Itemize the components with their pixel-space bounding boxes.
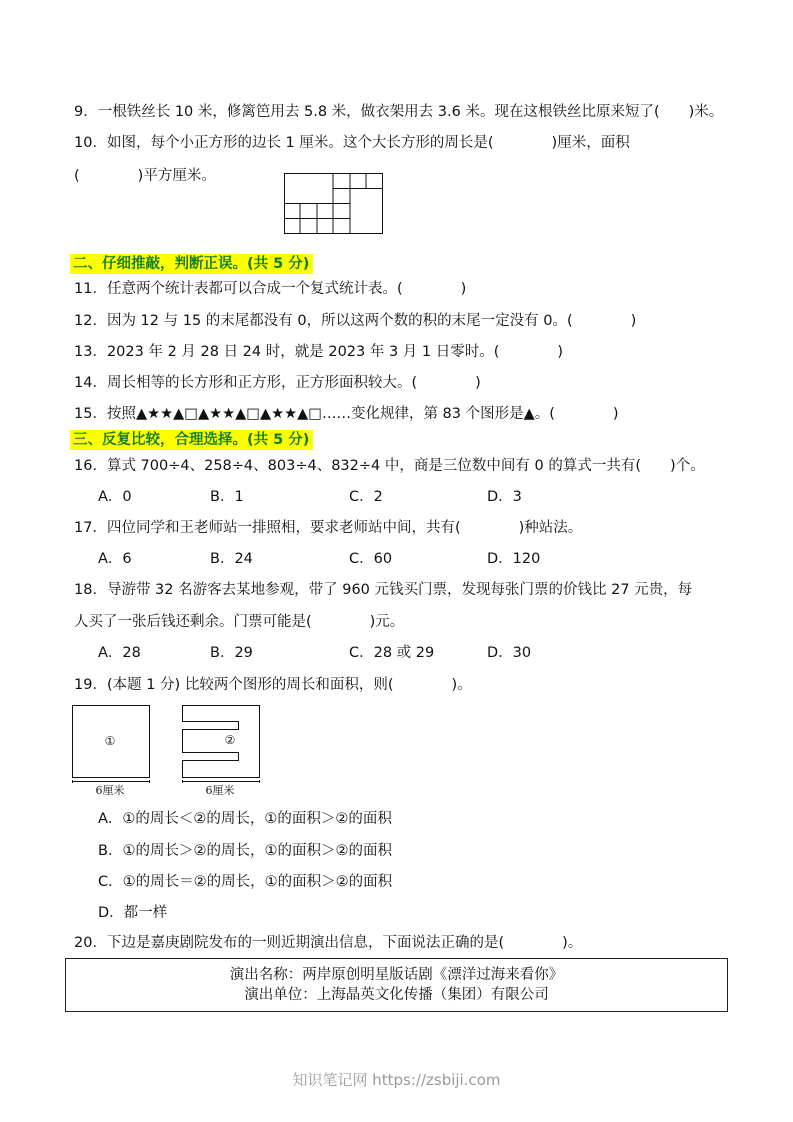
q16-option-d: D．3 (487, 489, 522, 505)
question-20: 20．下边是嘉庚剧院发布的一则近期演出信息，下面说法正确的是( )。 (74, 935, 583, 951)
question-11: 11．任意两个统计表都可以合成一个复式统计表。( ) (74, 281, 467, 297)
q18-option-d: D．30 (487, 645, 532, 661)
q19-option-b: B．①的周长＞②的周长，①的面积＞②的面积 (98, 843, 392, 859)
q19-option-a: A．①的周长＜②的周长，①的面积＞②的面积 (98, 811, 392, 827)
performance-organizer: 演出单位：上海晶英文化传播（集团）有限公司 (244, 987, 549, 1003)
question-9: 9．一根铁丝长 10 米，修篱笆用去 5.8 米，做衣架用去 3.6 米。现在这根铁丝比原来短了( )米。 (74, 104, 724, 120)
q19-figure-2-label: ② (224, 733, 236, 747)
q17-option-a: A．6 (98, 551, 132, 567)
q19-figure-2-caption: 6厘米 (205, 784, 235, 797)
question-18-line1: 18．导游带 32 名游客去某地参观，带了 960 元钱买门票，发现每张门票的价钱比 27 元贵，每 (74, 582, 693, 598)
q16-option-a: A．0 (98, 489, 132, 505)
question-19: 19．(本题 1 分) 比较两个图形的周长和面积，则( )。 (74, 677, 472, 693)
section-2-heading: 二、仔细推敲，判断正误。(共 5 分) (70, 254, 313, 274)
q18-option-a: A．28 (98, 645, 141, 661)
q19-figure-1-label: ① (104, 734, 116, 748)
question-15: 15．按照▲★★▲□▲★★▲□▲★★▲□……变化规律，第 83 个图形是▲。( ) (74, 406, 619, 422)
question-13: 13．2023 年 2 月 28 日 24 时，就是 2023 年 3 月 1 日零时。( ) (74, 344, 564, 360)
q18-option-b: B．29 (210, 645, 253, 661)
q19-option-d: D．都一样 (98, 905, 168, 921)
question-14: 14．周长相等的长方形和正方形，正方形面积较大。( ) (74, 375, 481, 391)
q19-option-c: C．①的周长＝②的周长，①的面积＞②的面积 (98, 874, 393, 890)
q16-option-c: C．2 (349, 489, 383, 505)
section-3-heading: 三、反复比较，合理选择。(共 5 分) (70, 430, 313, 450)
q17-option-c: C．60 (349, 551, 393, 567)
question-16: 16．算式 700÷4、258÷4、803÷4、832÷4 中，商是三位数中间有 0 的算式一共有( )个。 (74, 458, 705, 474)
performance-info-box (65, 958, 728, 1012)
q19-figure-1-caption: 6厘米 (95, 784, 125, 797)
q18-option-c: C．28 或 29 (349, 645, 435, 661)
footer-watermark: 知识笔记网 https://zsbiji.com (292, 1071, 501, 1089)
question-17: 17．四位同学和王老师站一排照相，要求老师站中间，共有( )种站法。 (74, 520, 583, 536)
performance-name: 演出名称：两岸原创明星版话剧《漂洋过海来看你》 (229, 967, 564, 983)
q16-option-b: B．1 (210, 489, 244, 505)
q17-option-d: D．120 (487, 551, 541, 567)
q17-option-b: B．24 (210, 551, 253, 567)
question-10-line1: 10．如图，每个小正方形的边长 1 厘米。这个大长方形的周长是( )厘米，面积 (74, 135, 630, 151)
q19-figures (70, 703, 270, 797)
question-12: 12．因为 12 与 15 的末尾都没有 0，所以这两个数的积的末尾一定没有 0。( ) (74, 313, 637, 329)
question-10-line2: ( )平方厘米。 (74, 168, 216, 184)
q19-figure-2-shape (183, 706, 260, 778)
question-18-line2: 人买了一张后钱还剩余。门票可能是( )元。 (74, 614, 405, 630)
grid-figure (284, 173, 384, 235)
